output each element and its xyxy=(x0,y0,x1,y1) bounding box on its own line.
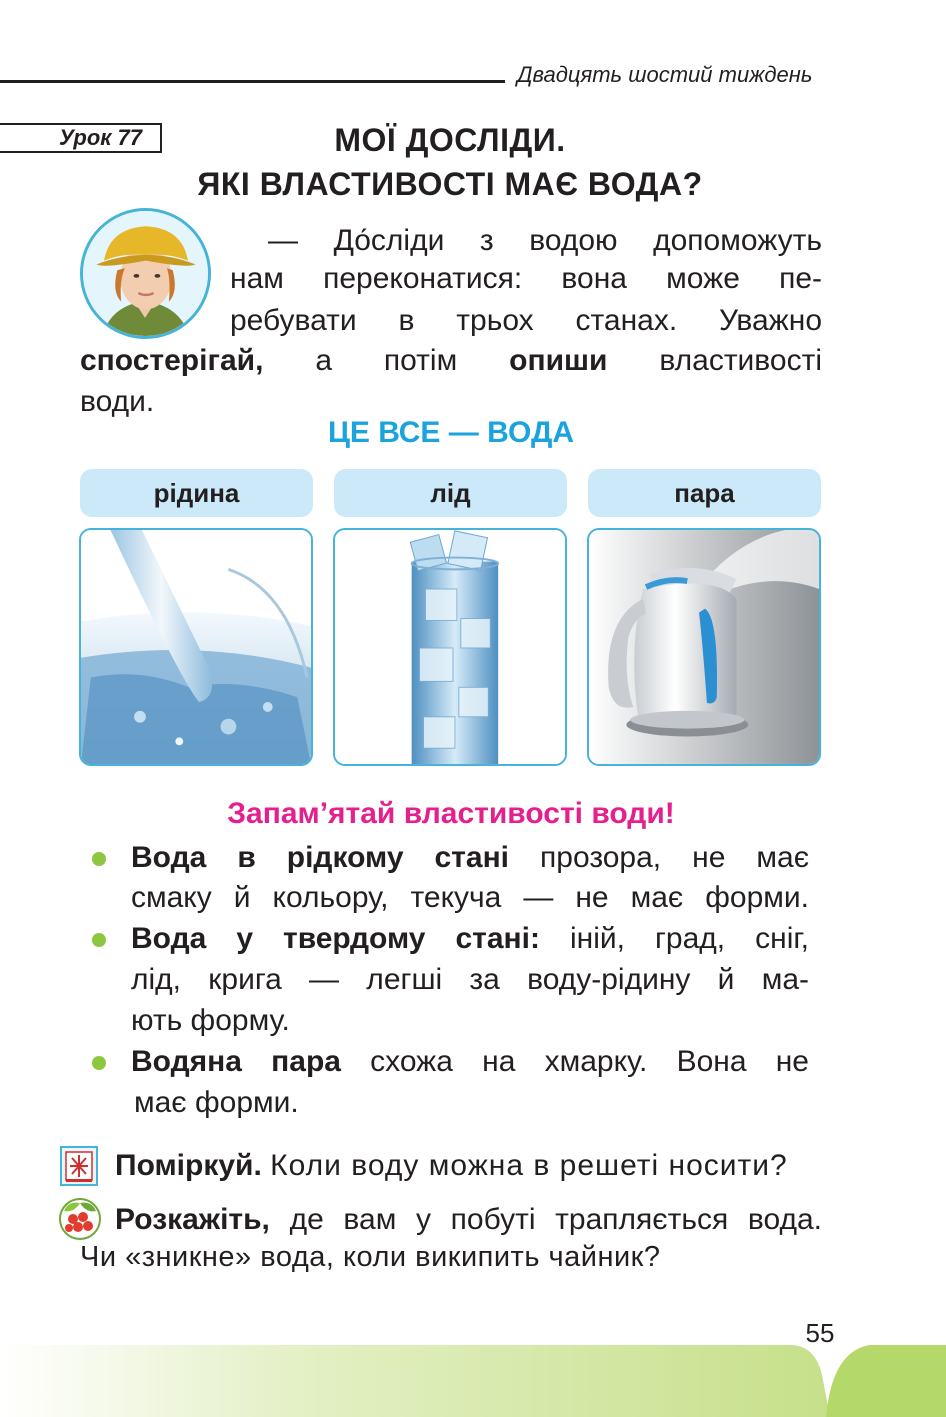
intro-line-2: нам переконатися: вона може пе- xyxy=(230,262,822,295)
fact-liquid-keyword: Вода в рідкому стані xyxy=(131,841,510,874)
bullet-dot-icon xyxy=(92,1056,106,1070)
remember-title: Запам’ятай властивості води! xyxy=(227,797,675,830)
fact-liquid-line-1-rest: прозора, не має xyxy=(540,841,810,874)
fact-liquid-line-2: смаку й кольору, текуча — не має форми. xyxy=(131,881,809,914)
steam-photo xyxy=(587,528,821,766)
explorer-avatar xyxy=(80,208,211,339)
page-number: 55 xyxy=(805,1318,835,1348)
task-tell-keyword: Розкажіть, xyxy=(115,1203,270,1236)
fact-solid-keyword: Вода у твердому стані: xyxy=(131,922,540,955)
intro-line-5: води. xyxy=(80,385,155,418)
bullet-dot-icon xyxy=(92,852,106,866)
header-rule xyxy=(0,80,505,83)
task-think-keyword: Поміркуй. xyxy=(115,1149,262,1182)
fact-steam-line-1 xyxy=(131,1041,809,1083)
fact-steam-line-2: має форми. xyxy=(134,1086,299,1119)
state-label-ice: лід xyxy=(334,469,567,517)
describe-keyword: опиши xyxy=(509,344,608,377)
footer-band xyxy=(0,1345,946,1417)
section-title: ЦЕ ВСЕ — ВОДА xyxy=(327,416,575,449)
viburnum-berries-icon xyxy=(58,1197,102,1241)
intro-line-4-end: властивості xyxy=(659,344,823,377)
fact-solid-line-1-rest: іній, град, сніг, xyxy=(570,922,809,955)
lesson-label: Урок 77 xyxy=(0,123,162,153)
ice-photo xyxy=(333,528,567,766)
task-tell-line-2: Чи «зникне» вода, коли википить чайник? xyxy=(80,1241,661,1273)
fact-solid-line-1 xyxy=(131,918,809,960)
ice-glass-icon xyxy=(335,530,565,764)
fact-liquid-line-1 xyxy=(131,837,809,879)
intro-line-4-middle: а потім xyxy=(315,344,458,377)
fact-solid-line-3: ють форму. xyxy=(131,1004,290,1037)
state-label-liquid: рідина xyxy=(80,469,313,517)
kettle-icon xyxy=(589,530,819,764)
fact-solid-line-2: лід, крига — легші за воду-рідину й ма- xyxy=(131,963,809,996)
fact-steam-line-1-rest: схожа на хмарку. Вона не xyxy=(370,1045,809,1078)
page-title xyxy=(160,118,740,206)
intro-line-1: — До́сліди з водою допоможуть xyxy=(268,224,822,257)
water-glass-icon xyxy=(81,530,311,764)
state-label-steam: пара xyxy=(588,469,821,517)
ornament-pattern-icon xyxy=(60,1146,98,1186)
page-title-line-1: МОЇ ДОСЛІДИ. xyxy=(334,122,566,158)
bullet-dot-icon xyxy=(92,933,106,947)
header-week-title: Двадцять шостий тиждень xyxy=(517,62,813,87)
task-think-text: Коли воду можна в решеті носити? xyxy=(270,1149,788,1182)
task-tell-line-1-rest: де вам у побуті трапляється вода. xyxy=(289,1203,823,1236)
liquid-water-photo xyxy=(79,528,313,766)
intro-line-4 xyxy=(80,340,822,382)
fact-steam-keyword: Водяна пара xyxy=(131,1045,341,1078)
intro-line-3: ребувати в трьох станах. Уважно xyxy=(230,304,822,337)
page-title-line-2: ЯКІ ВЛАСТИВОСТІ МАЄ ВОДА? xyxy=(197,166,703,202)
task-tell-line-1 xyxy=(115,1199,822,1241)
observe-keyword: спостерігай, xyxy=(80,344,264,377)
explorer-face-icon xyxy=(83,211,208,336)
task-think xyxy=(115,1145,822,1187)
